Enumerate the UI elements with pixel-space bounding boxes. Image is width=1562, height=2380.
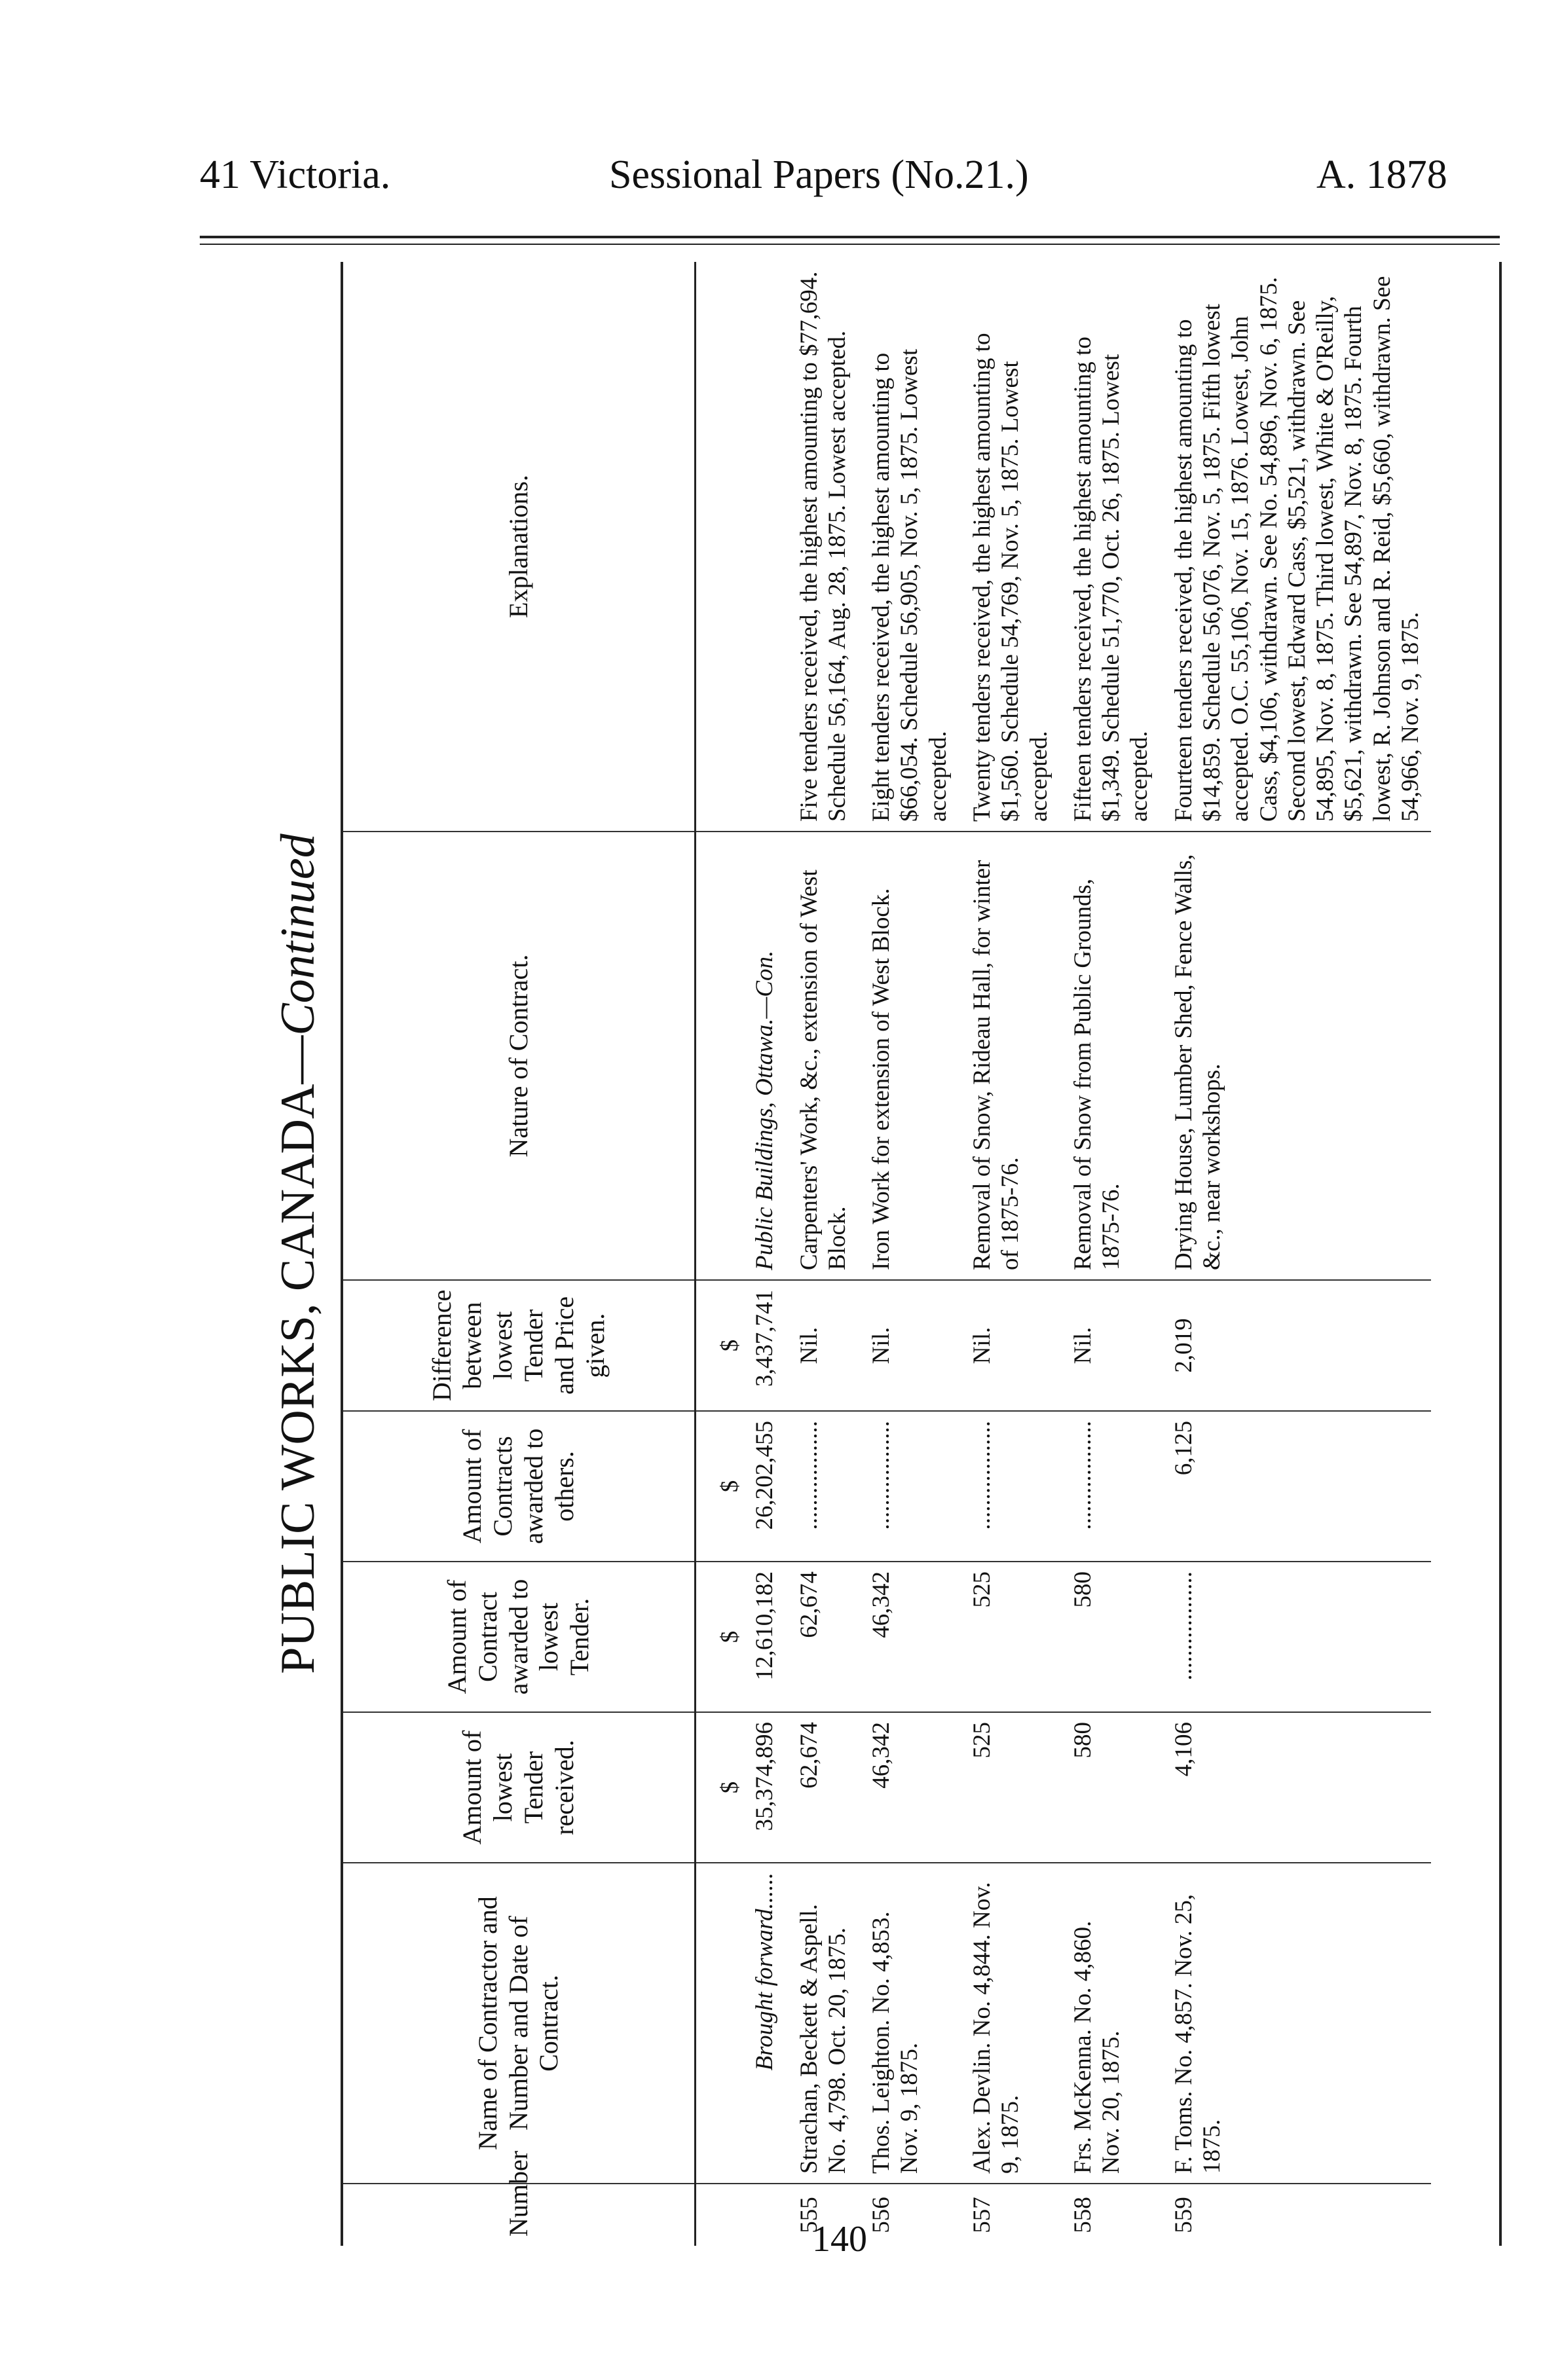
- brought-forward-label: Brought forward......: [747, 1863, 785, 2184]
- col-header-explanations: Explanations.: [343, 262, 696, 832]
- explanation-cell: Five tenders received, the highest amounting to $77,694. Schedule 56,164, Aug. 28, 1875. Lowest accepted.: [786, 262, 859, 832]
- nature-cell: Removal of Snow, Rideau Hall, for winter of 1875-76.: [959, 832, 1060, 1280]
- col-header-contractor: Name of Contractor and Number and Date of Contract.: [343, 1863, 696, 2184]
- header-rule-thin: [200, 244, 1500, 245]
- awarded-others-cell: ..................: [959, 1411, 1060, 1562]
- lowest-tender-cell: 46,342: [858, 1712, 959, 1863]
- difference-cell: Nil.: [858, 1280, 959, 1411]
- lowest-tender-cell: 4,106: [1161, 1712, 1432, 1863]
- contracts-table: [343, 262, 1431, 2246]
- table-cell: [747, 262, 785, 832]
- explanation-cell: Twenty tenders received, the highest amounting to $1,560. Schedule 54,769, Nov. 5, 1875. Lowest accepted.: [959, 262, 1060, 832]
- lowest-tender-cell: 525: [959, 1712, 1060, 1863]
- page-number: 140: [812, 2219, 867, 2260]
- contract-number: 559: [1170, 2197, 1197, 2233]
- awarded-lowest-cell: 525: [959, 1562, 1060, 1712]
- table-row: [786, 262, 859, 2246]
- table-row: [1060, 262, 1161, 2246]
- col-header-number: Number: [343, 2184, 696, 2246]
- explanation-cell: Eight tenders received, the highest amounting to $66,054. Schedule 56,905, Nov. 5, 1875. Lowest accepted.: [858, 262, 959, 832]
- awarded-others-cell: ..................: [858, 1411, 959, 1562]
- col-header-lowest-tender: Amount of lowest Tender received.: [343, 1712, 696, 1863]
- explanation-cell: Fifteen tenders received, the highest amounting to $1,349. Schedule 51,770, Oct. 26, 1875. Lowest accepted.: [1060, 262, 1161, 832]
- difference-cell: Nil.: [1060, 1280, 1161, 1411]
- table-row: [1161, 262, 1432, 2246]
- nature-cell: Carpenters' Work, &c., extension of West Block.: [786, 832, 859, 1280]
- contractor-cell: Thos. Leighton. No. 4,853. Nov. 9, 1875.: [858, 1863, 959, 2184]
- col-header-awarded-others: Amount of Contracts awarded to others.: [343, 1411, 696, 1562]
- contract-number: 558: [1069, 2197, 1096, 2233]
- nature-cell: Drying House, Lumber Shed, Fence Walls, &c., near workshops.: [1161, 832, 1432, 1280]
- dollar-sign: $: [696, 1562, 747, 1712]
- dollar-sign: $: [696, 1712, 747, 1863]
- dollar-sign: $: [696, 1411, 747, 1562]
- awarded-others-cell: ..................: [1060, 1411, 1161, 1562]
- table-cell: [696, 832, 747, 1280]
- table-cell: [696, 262, 747, 832]
- brought-forward-awarded-lowest: 12,610,182: [747, 1562, 785, 1712]
- brought-forward-nature: Public Buildings, Ottawa.—Con.: [747, 832, 785, 1280]
- header-rule: [200, 236, 1500, 238]
- nature-cell: Removal of Snow from Public Grounds, 1875-76.: [1060, 832, 1161, 1280]
- contract-number: 556: [868, 2197, 895, 2233]
- awarded-lowest-cell: 62,674: [786, 1562, 859, 1712]
- awarded-others-cell: ..................: [786, 1411, 859, 1562]
- table-caption: [259, 262, 337, 2246]
- col-header-nature: Nature of Contract.: [343, 832, 696, 1280]
- header-session: 41 Victoria.: [200, 153, 391, 197]
- nature-cell: Iron Work for extension of West Block.: [858, 832, 959, 1280]
- awarded-others-cell: 6,125: [1161, 1411, 1432, 1562]
- header-year: A. 1878: [1316, 153, 1447, 197]
- brought-forward-awarded-others: 26,202,455: [747, 1411, 785, 1562]
- awarded-lowest-cell: ..................: [1161, 1562, 1432, 1712]
- brought-forward-difference: 3,437,741: [747, 1280, 785, 1411]
- lowest-tender-cell: 580: [1060, 1712, 1161, 1863]
- table-cell: [696, 1863, 747, 2184]
- brought-forward-lowest-tender: 35,374,896: [747, 1712, 785, 1863]
- col-header-difference: Difference between lowest Tender and Price given.: [343, 1280, 696, 1411]
- difference-cell: Nil.: [959, 1280, 1060, 1411]
- contract-number: 557: [968, 2197, 995, 2233]
- header-sessional-papers: Sessional Papers (No.21.): [609, 153, 1029, 197]
- table-cell: [747, 2184, 785, 2246]
- table-row: [858, 262, 959, 2246]
- contractor-cell: F. Toms. No. 4,857. Nov. 25, 1875.: [1161, 1863, 1432, 2184]
- lowest-tender-cell: 62,674: [786, 1712, 859, 1863]
- difference-cell: 2,019: [1161, 1280, 1432, 1411]
- table-row: [959, 262, 1060, 2246]
- caption-main: PUBLIC WORKS, CANADA—: [271, 1035, 325, 1674]
- contracts-table-frame: [341, 262, 1502, 2246]
- table-header-row: [343, 262, 696, 2246]
- dollar-sign: $: [696, 1280, 747, 1411]
- currency-row: [696, 262, 747, 2246]
- contractor-cell: Strachan, Beckett & Aspell. No. 4,798. Oct. 20, 1875.: [786, 1863, 859, 2184]
- explanation-cell: Fourteen tenders received, the highest amounting to $14,859. Schedule 56,076, Nov. 5, 1875. Fifth lowest accepted. O.C. 55,106, Nov. 15, 1876. Lowest, John Cass, $4,106, withdrawn. See No. 54,896, Nov. 6, 1875. Second lowest, Edward Cass, $5,521, withdrawn. See 54,895, Nov. 8, 1875. Third lowest, White & O'Reilly, $5,621, withdrawn. See 54,897, Nov. 8, 1875. Fourth lowest, R. Johnson and R. Reid, $5,660, withdrawn. See 54,966, Nov. 9, 1875.: [1161, 262, 1432, 832]
- awarded-lowest-cell: 46,342: [858, 1562, 959, 1712]
- contractor-cell: Frs. McKenna. No. 4,860. Nov. 20, 1875.: [1060, 1863, 1161, 2184]
- table-cell: [696, 2184, 747, 2246]
- contract-number: 555: [795, 2197, 823, 2233]
- contractor-cell: Alex. Devlin. No. 4,844. Nov. 9, 1875.: [959, 1863, 1060, 2184]
- caption-continued: Continued: [271, 833, 325, 1036]
- difference-cell: Nil.: [786, 1280, 859, 1411]
- awarded-lowest-cell: 580: [1060, 1562, 1161, 1712]
- col-header-awarded-lowest: Amount of Contract awarded to lowest Tender.: [343, 1562, 696, 1712]
- brought-forward-row: [747, 262, 785, 2246]
- rotated-table-block: [259, 262, 1500, 2246]
